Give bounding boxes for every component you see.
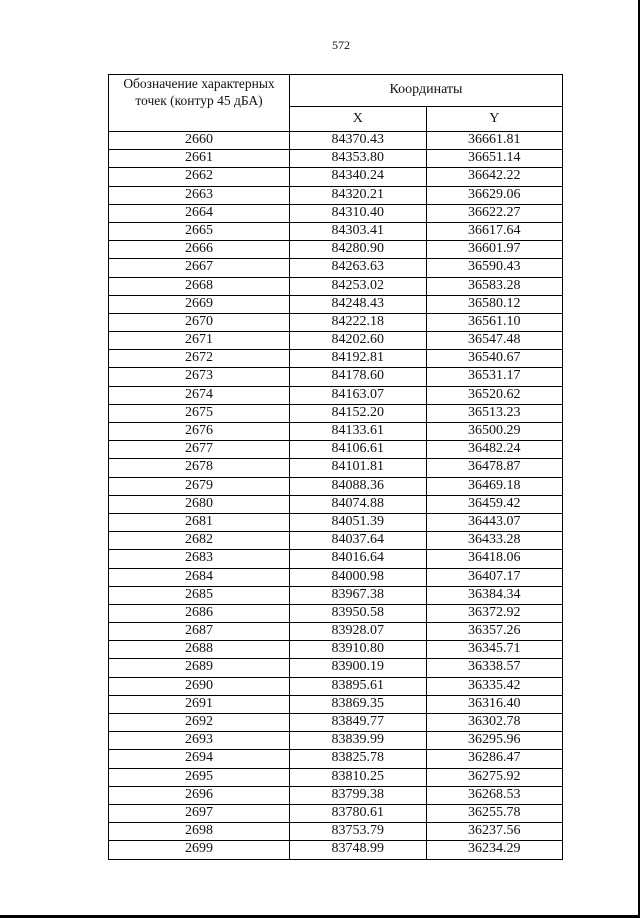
table-row <box>109 168 563 186</box>
y-coordinate-cell: 36561.10 <box>426 313 563 331</box>
y-coordinate-cell: 36286.47 <box>426 750 563 768</box>
point-id-cell: 2665 <box>109 222 290 240</box>
y-coordinate-cell: 36661.81 <box>426 132 563 150</box>
page-number: 572 <box>332 38 350 52</box>
x-coordinate-cell: 84320.21 <box>290 186 427 204</box>
point-id-cell: 2696 <box>109 786 290 804</box>
table-row <box>109 750 563 768</box>
y-coordinate-cell: 36601.97 <box>426 241 563 259</box>
x-coordinate-cell: 83967.38 <box>290 586 427 604</box>
table-row <box>109 841 563 859</box>
x-coordinate-cell: 83748.99 <box>290 841 427 859</box>
x-coordinate-cell: 83910.80 <box>290 641 427 659</box>
y-coordinate-cell: 36234.29 <box>426 841 563 859</box>
x-coordinate-cell: 84263.63 <box>290 259 427 277</box>
table-row <box>109 495 563 513</box>
x-coordinate-cell: 84106.61 <box>290 441 427 459</box>
point-id-cell: 2681 <box>109 513 290 531</box>
table-row <box>109 332 563 350</box>
table-row <box>109 732 563 750</box>
table-row <box>109 350 563 368</box>
point-id-cell: 2668 <box>109 277 290 295</box>
table-row <box>109 568 563 586</box>
x-coordinate-cell: 84000.98 <box>290 568 427 586</box>
point-id-cell: 2664 <box>109 204 290 222</box>
point-id-cell: 2699 <box>109 841 290 859</box>
point-id-cell: 2674 <box>109 386 290 404</box>
x-coordinate-cell: 84303.41 <box>290 222 427 240</box>
y-coordinate-cell: 36268.53 <box>426 786 563 804</box>
table-row <box>109 786 563 804</box>
y-coordinate-cell: 36583.28 <box>426 277 563 295</box>
x-coordinate-cell: 84016.64 <box>290 550 427 568</box>
point-id-cell: 2669 <box>109 295 290 313</box>
point-id-cell: 2682 <box>109 532 290 550</box>
point-id-cell: 2692 <box>109 714 290 732</box>
y-coordinate-cell: 36547.48 <box>426 332 563 350</box>
y-coordinate-cell: 36302.78 <box>426 714 563 732</box>
point-id-cell: 2679 <box>109 477 290 495</box>
y-coordinate-cell: 36622.27 <box>426 204 563 222</box>
y-coordinate-cell: 36237.56 <box>426 823 563 841</box>
point-id-cell: 2673 <box>109 368 290 386</box>
x-coordinate-cell: 84152.20 <box>290 404 427 422</box>
x-coordinate-cell: 83849.77 <box>290 714 427 732</box>
x-coordinate-cell: 83928.07 <box>290 623 427 641</box>
table-row <box>109 804 563 822</box>
y-coordinate-cell: 36433.28 <box>426 532 563 550</box>
table-row <box>109 641 563 659</box>
point-id-cell: 2695 <box>109 768 290 786</box>
table-row <box>109 823 563 841</box>
point-id-cell: 2676 <box>109 423 290 441</box>
x-coordinate-cell: 83825.78 <box>290 750 427 768</box>
table-row <box>109 277 563 295</box>
x-coordinate-cell: 84133.61 <box>290 423 427 441</box>
point-id-cell: 2691 <box>109 695 290 713</box>
point-id-cell: 2662 <box>109 168 290 186</box>
point-id-cell: 2688 <box>109 641 290 659</box>
table-row <box>109 186 563 204</box>
point-id-cell: 2687 <box>109 623 290 641</box>
point-id-cell: 2666 <box>109 241 290 259</box>
table-row <box>109 241 563 259</box>
point-id-cell: 2683 <box>109 550 290 568</box>
table-row <box>109 477 563 495</box>
x-coordinate-cell: 84310.40 <box>290 204 427 222</box>
header-point-designation: Обозначение характерных точек (контур 45 дБА) <box>109 75 290 132</box>
y-coordinate-cell: 36418.06 <box>426 550 563 568</box>
table-row <box>109 368 563 386</box>
y-coordinate-cell: 36345.71 <box>426 641 563 659</box>
y-coordinate-cell: 36617.64 <box>426 222 563 240</box>
point-id-cell: 2686 <box>109 604 290 622</box>
table-row <box>109 204 563 222</box>
y-coordinate-cell: 36651.14 <box>426 150 563 168</box>
table-row <box>109 677 563 695</box>
table-header <box>109 75 563 132</box>
y-coordinate-cell: 36407.17 <box>426 568 563 586</box>
coordinates-table <box>108 74 563 860</box>
table-row <box>109 132 563 150</box>
y-coordinate-cell: 36443.07 <box>426 513 563 531</box>
y-coordinate-cell: 36642.22 <box>426 168 563 186</box>
y-coordinate-cell: 36482.24 <box>426 441 563 459</box>
y-coordinate-cell: 36520.62 <box>426 386 563 404</box>
x-coordinate-cell: 83895.61 <box>290 677 427 695</box>
point-id-cell: 2693 <box>109 732 290 750</box>
point-id-cell: 2694 <box>109 750 290 768</box>
table-row <box>109 714 563 732</box>
y-coordinate-cell: 36478.87 <box>426 459 563 477</box>
x-coordinate-cell: 84222.18 <box>290 313 427 331</box>
table-row <box>109 150 563 168</box>
x-coordinate-cell: 84192.81 <box>290 350 427 368</box>
table-row <box>109 295 563 313</box>
x-coordinate-cell: 84163.07 <box>290 386 427 404</box>
table-row <box>109 423 563 441</box>
y-coordinate-cell: 36295.96 <box>426 732 563 750</box>
x-coordinate-cell: 84037.64 <box>290 532 427 550</box>
point-id-cell: 2672 <box>109 350 290 368</box>
table-row <box>109 768 563 786</box>
point-id-cell: 2661 <box>109 150 290 168</box>
y-coordinate-cell: 36372.92 <box>426 604 563 622</box>
table-row <box>109 313 563 331</box>
x-coordinate-cell: 83753.79 <box>290 823 427 841</box>
x-coordinate-cell: 84088.36 <box>290 477 427 495</box>
y-coordinate-cell: 36384.34 <box>426 586 563 604</box>
point-id-cell: 2697 <box>109 804 290 822</box>
table-row <box>109 259 563 277</box>
point-id-cell: 2677 <box>109 441 290 459</box>
point-id-cell: 2689 <box>109 659 290 677</box>
table-row <box>109 441 563 459</box>
x-coordinate-cell: 83780.61 <box>290 804 427 822</box>
table-row <box>109 695 563 713</box>
y-coordinate-cell: 36590.43 <box>426 259 563 277</box>
point-id-cell: 2698 <box>109 823 290 841</box>
y-coordinate-cell: 36255.78 <box>426 804 563 822</box>
header-coordinates: Координаты <box>290 75 563 107</box>
header-x: X <box>290 106 427 131</box>
y-coordinate-cell: 36275.92 <box>426 768 563 786</box>
y-coordinate-cell: 36531.17 <box>426 368 563 386</box>
table-row <box>109 659 563 677</box>
point-id-cell: 2680 <box>109 495 290 513</box>
x-coordinate-cell: 83799.38 <box>290 786 427 804</box>
point-id-cell: 2685 <box>109 586 290 604</box>
point-id-cell: 2678 <box>109 459 290 477</box>
table-row <box>109 532 563 550</box>
point-id-cell: 2675 <box>109 404 290 422</box>
x-coordinate-cell: 84280.90 <box>290 241 427 259</box>
point-id-cell: 2671 <box>109 332 290 350</box>
x-coordinate-cell: 84051.39 <box>290 513 427 531</box>
y-coordinate-cell: 36335.42 <box>426 677 563 695</box>
y-coordinate-cell: 36459.42 <box>426 495 563 513</box>
y-coordinate-cell: 36316.40 <box>426 695 563 713</box>
x-coordinate-cell: 84253.02 <box>290 277 427 295</box>
point-id-cell: 2684 <box>109 568 290 586</box>
header-y: Y <box>426 106 563 131</box>
x-coordinate-cell: 84074.88 <box>290 495 427 513</box>
point-id-cell: 2670 <box>109 313 290 331</box>
x-coordinate-cell: 83950.58 <box>290 604 427 622</box>
table-row <box>109 604 563 622</box>
x-coordinate-cell: 83810.25 <box>290 768 427 786</box>
y-coordinate-cell: 36500.29 <box>426 423 563 441</box>
y-coordinate-cell: 36338.57 <box>426 659 563 677</box>
x-coordinate-cell: 83900.19 <box>290 659 427 677</box>
x-coordinate-cell: 84101.81 <box>290 459 427 477</box>
x-coordinate-cell: 84178.60 <box>290 368 427 386</box>
x-coordinate-cell: 84248.43 <box>290 295 427 313</box>
table-row <box>109 586 563 604</box>
table-row <box>109 550 563 568</box>
point-id-cell: 2663 <box>109 186 290 204</box>
point-id-cell: 2667 <box>109 259 290 277</box>
table-row <box>109 222 563 240</box>
table-row <box>109 623 563 641</box>
point-id-cell: 2690 <box>109 677 290 695</box>
table-row <box>109 386 563 404</box>
y-coordinate-cell: 36513.23 <box>426 404 563 422</box>
y-coordinate-cell: 36629.06 <box>426 186 563 204</box>
table-row <box>109 459 563 477</box>
table-body <box>109 132 563 860</box>
y-coordinate-cell: 36469.18 <box>426 477 563 495</box>
y-coordinate-cell: 36540.67 <box>426 350 563 368</box>
y-coordinate-cell: 36580.12 <box>426 295 563 313</box>
table-row <box>109 513 563 531</box>
x-coordinate-cell: 84202.60 <box>290 332 427 350</box>
y-coordinate-cell: 36357.26 <box>426 623 563 641</box>
x-coordinate-cell: 83839.99 <box>290 732 427 750</box>
x-coordinate-cell: 84370.43 <box>290 132 427 150</box>
x-coordinate-cell: 84353.80 <box>290 150 427 168</box>
point-id-cell: 2660 <box>109 132 290 150</box>
x-coordinate-cell: 83869.35 <box>290 695 427 713</box>
x-coordinate-cell: 84340.24 <box>290 168 427 186</box>
table-row <box>109 404 563 422</box>
